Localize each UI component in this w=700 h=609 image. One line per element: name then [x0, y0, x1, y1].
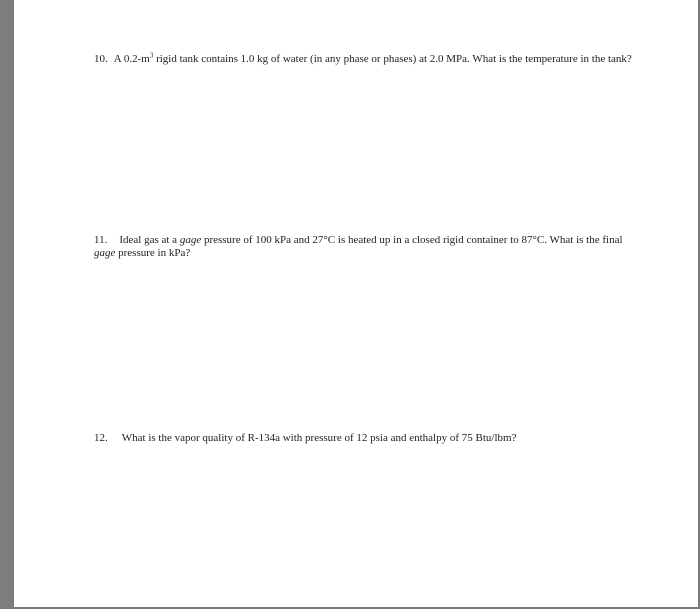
question-10	[94, 53, 634, 66]
question-11	[94, 234, 634, 260]
question-text: rigid tank contains 1.0 kg of water (in any phase or phases) at 2.0 MPa. What is the temperature in the tank?	[153, 53, 632, 65]
question-text: pressure of 100 kPa and 27°C is heated up in a closed rigid container to 87°C. What is the final	[201, 234, 623, 246]
question-number: 10.	[94, 53, 108, 65]
italic-term: gage	[94, 247, 116, 259]
question-number: 11.	[94, 234, 108, 246]
question-text: Ideal gas at a	[119, 234, 180, 246]
document-page	[14, 0, 698, 607]
question-text: pressure in kPa?	[115, 247, 191, 259]
question-text: A 0.2-m	[113, 53, 150, 65]
question-number: 12.	[94, 432, 108, 444]
question-12	[94, 432, 634, 445]
question-text: What is the vapor quality of R-134a with pressure of 12 psia and enthalpy of 75 Btu/lbm?	[121, 432, 517, 444]
italic-term: gage	[179, 234, 202, 246]
superscript: 3	[149, 51, 154, 60]
